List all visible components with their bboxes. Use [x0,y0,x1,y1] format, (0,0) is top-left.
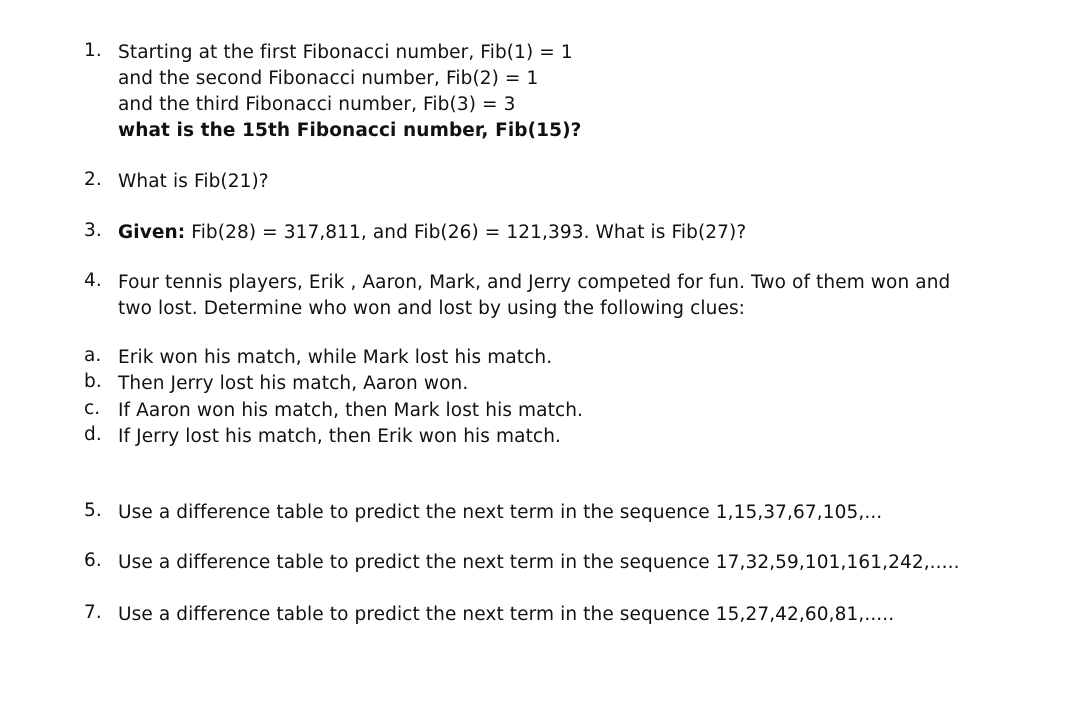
question-7 [84,602,1044,628]
question-number: 7. [84,602,102,623]
clue-item [84,371,1044,397]
clue-item [84,345,1044,371]
question-3 [84,220,1044,246]
clue-item [84,424,1044,450]
question-number: 5. [84,500,102,521]
clue-item [84,398,1044,424]
question-text: Use a difference table to predict the next term in the sequence 1,15,37,67,105,... [118,502,883,523]
question-2 [84,169,1044,195]
question-text-line: and the second Fibonacci number, Fib(2) = 1 [118,68,539,89]
question-5 [84,500,1044,526]
question-4 [84,270,1044,322]
question-number: 6. [84,550,102,571]
clue-letter: c. [84,397,101,419]
question-text-line: Four tennis players, Erik , Aaron, Mark, and Jerry competed for fun. Two of them won and [118,272,951,293]
clue-text: If Aaron won his match, then Mark lost his match. [118,399,584,421]
question-text: What is Fib(21)? [118,171,269,192]
question-number: 4. [84,270,102,291]
clue-list [84,345,1044,450]
question-text-line: Starting at the first Fibonacci number, Fib(1) = 1 [118,42,573,63]
question-text: Use a difference table to predict the next term in the sequence 15,27,42,60,81,..... [118,604,895,625]
question-prompt: what is the 15th Fibonacci number, Fib(15)? [118,120,582,141]
clue-letter: d. [84,423,102,445]
question-number: 3. [84,220,102,241]
given-label: Given: [118,222,186,243]
question-text: Use a difference table to predict the next term in the sequence 17,32,59,101,161,242,..... [118,552,960,573]
question-text: Fib(28) = 317,811, and Fib(26) = 121,393. What is Fib(27)? [185,222,747,243]
clue-text: Erik won his match, while Mark lost his match. [118,347,553,368]
question-text-line [118,220,1044,246]
question-text-line: and the third Fibonacci number, Fib(3) = 3 [118,94,516,115]
clue-letter: b. [84,371,102,393]
question-1 [84,40,1044,144]
clue-text: Then Jerry lost his match, Aaron won. [118,373,469,395]
question-number: 2. [84,169,102,190]
clue-text: If Jerry lost his match, then Erik won his match. [118,425,562,447]
question-6 [84,550,1044,576]
question-number: 1. [84,40,102,61]
question-text-line: two lost. Determine who won and lost by using the following clues: [118,298,746,319]
clue-letter: a. [84,345,102,366]
